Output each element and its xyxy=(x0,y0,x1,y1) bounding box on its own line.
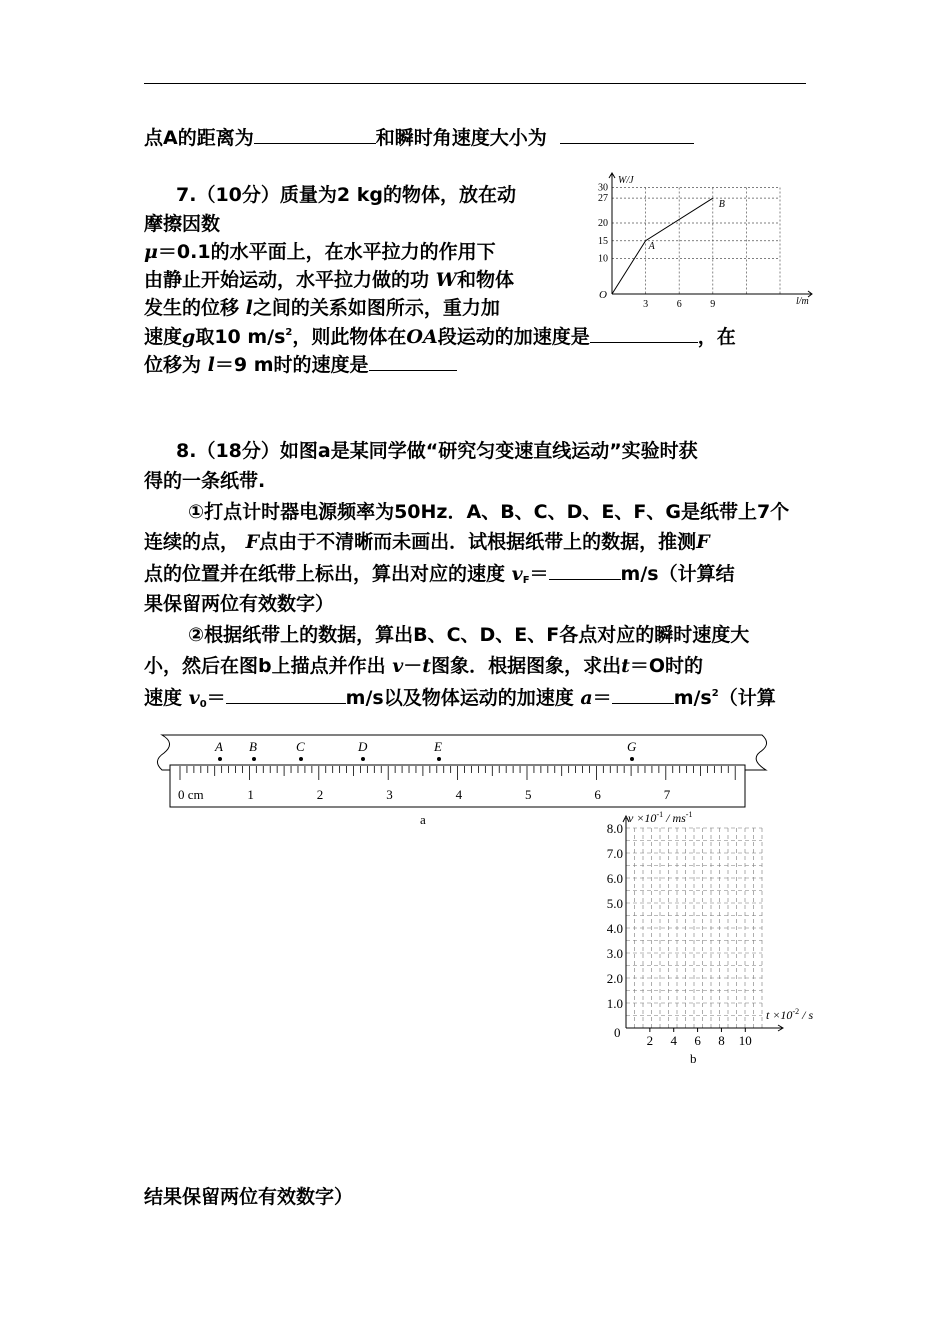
var-g: g xyxy=(182,326,196,348)
var-W: W xyxy=(435,269,457,291)
q7-text: 发生的位移 xyxy=(144,297,240,319)
x-tick-label: 3 xyxy=(643,299,649,308)
tape-point-label: G xyxy=(627,739,637,754)
var-l: l xyxy=(207,354,215,376)
tape-dot xyxy=(218,757,222,761)
x-axis-label: l/m xyxy=(796,296,809,307)
origin-label: O xyxy=(599,289,607,301)
var-v: v xyxy=(188,687,200,709)
series-line xyxy=(612,198,713,294)
q7-text: ＝0.1的水平面上，在水平拉力的作用下 xyxy=(157,241,496,263)
var-F: F xyxy=(245,531,260,553)
vt-chart xyxy=(600,806,840,1076)
var-l: l xyxy=(245,297,253,319)
tape-point-label: B xyxy=(249,739,257,754)
q8-line3 xyxy=(188,500,789,524)
q7-text: 速度 xyxy=(144,326,183,348)
q8-text: ＝ xyxy=(206,687,226,709)
vt-axes xyxy=(623,816,783,1031)
q8-text: ＝O时的 xyxy=(629,655,704,677)
vt-y-tick-label: 4.0 xyxy=(606,921,623,936)
q8-text: ＝ xyxy=(592,687,612,709)
vt-y-tick-label: 3.0 xyxy=(606,946,623,961)
answer-blank-distance[interactable] xyxy=(254,125,376,144)
answer-blank-speed[interactable] xyxy=(369,352,457,371)
chart-marks xyxy=(612,198,713,294)
q8-line9 xyxy=(144,685,776,710)
q7-text: 段运动的加速度是 xyxy=(437,326,590,348)
q7-text: 取10 m/s xyxy=(195,326,286,348)
vt-y-tick-label: 1.0 xyxy=(606,996,623,1011)
ruler-number: 6 xyxy=(594,787,601,802)
q8-text: 果保留两位有效数字） xyxy=(144,593,335,615)
q7-line4 xyxy=(144,268,514,292)
q6-text2: 和瞬时角速度大小为 xyxy=(375,127,547,149)
var-OA: OA xyxy=(406,326,438,348)
subscript: 0 xyxy=(199,699,207,710)
q6-text1: 点A的距离为 xyxy=(144,127,254,149)
q7-text: ，在 xyxy=(697,326,736,348)
q8-line2 xyxy=(144,469,265,493)
var-a: a xyxy=(580,687,593,709)
q8-line1 xyxy=(176,439,698,463)
q7-line7 xyxy=(144,352,457,377)
vt-y-tick-label: 6.0 xyxy=(606,871,623,886)
work-displacement-chart xyxy=(590,168,820,308)
vt-grid xyxy=(626,828,762,1028)
tape-dot xyxy=(361,757,365,761)
q8-text: m/s以及物体运动的加速度 xyxy=(345,687,574,709)
ruler-number: 3 xyxy=(386,787,393,802)
q8-text: 点的位置并在纸带上标出，算出对应的速度 xyxy=(144,563,506,585)
tape-point-label: E xyxy=(434,739,442,754)
y-axis-label: W/J xyxy=(618,175,634,186)
q8-text: 连续的点， xyxy=(144,531,240,553)
var-t: t xyxy=(422,655,432,677)
subscript: F xyxy=(522,575,530,586)
y-tick-label: 20 xyxy=(598,218,608,229)
answer-blank-a[interactable] xyxy=(612,685,674,704)
point-label-A: A xyxy=(648,240,655,252)
ruler-number: 0 cm xyxy=(178,787,204,802)
q7-line2 xyxy=(144,212,220,236)
q7-line5 xyxy=(144,296,500,320)
figure-caption-a: a xyxy=(420,812,426,827)
q8-text: m/s（计算结 xyxy=(620,563,735,585)
vt-x-axis-label: $t \times 10^{-2} / s$ xyxy=(766,1007,814,1022)
exponent: 2 xyxy=(711,688,719,699)
var-v: v xyxy=(511,563,523,585)
tape-dot xyxy=(252,757,256,761)
chart-axes xyxy=(609,173,812,297)
vt-origin-label: 0 xyxy=(614,1025,621,1040)
vt-y-tick-label: 8.0 xyxy=(606,821,623,836)
vt-y-axis-label: $v \times 10^{-1} / ms^{-1}$ xyxy=(628,810,693,825)
chart-grid xyxy=(612,188,780,295)
y-tick-label: 27 xyxy=(598,193,608,205)
point-label-B: B xyxy=(718,199,725,211)
var-F: F xyxy=(696,531,710,553)
q8-text: ①打点计时器电源频率为50Hz．A、B、C、D、E、F、G是纸带上7个 xyxy=(188,501,790,523)
vt-y-tick-label: 7.0 xyxy=(606,846,623,861)
q7-line6 xyxy=(144,324,736,349)
q8-text: 图象．根据图象，求出 xyxy=(431,655,622,677)
q8-line7 xyxy=(188,623,749,647)
y-tick-label: 30 xyxy=(598,182,608,194)
header-rule xyxy=(144,83,806,84)
q8-line4 xyxy=(144,530,710,554)
mu-symbol: μ xyxy=(144,241,158,263)
tape-point-label: A xyxy=(215,739,223,754)
q8-text: 小，然后在图b上描点并作出 xyxy=(144,655,386,677)
q8-text: 8.（18分）如图a是某同学做“研究匀变速直线运动”实验时获 xyxy=(176,440,698,462)
vt-x-tick-label: 2 xyxy=(646,1033,654,1048)
vt-x-tick-label: 8 xyxy=(718,1033,725,1048)
ruler-number: 1 xyxy=(247,787,254,802)
q7-text: 之间的关系如图所示，重力加 xyxy=(252,297,500,319)
ruler-number: 4 xyxy=(455,787,463,802)
figure-caption-b: b xyxy=(690,1051,697,1066)
tape-point-label: D xyxy=(358,739,368,754)
vt-y-tick-label: 5.0 xyxy=(606,896,623,911)
q8-text: 点由于不清晰而未画出．试根据纸带上的数据，推测 xyxy=(259,531,697,553)
answer-blank-v0[interactable] xyxy=(226,685,346,704)
q8-text: ②根据纸带上的数据，算出B、C、D、E、F各点对应的瞬时速度大 xyxy=(188,624,750,646)
q7-text: 位移为 xyxy=(144,354,202,376)
q8-text: 速度 xyxy=(144,687,183,709)
answer-blank-angular-velocity[interactable] xyxy=(560,125,694,144)
tape-points xyxy=(214,739,637,761)
ruler-number: 5 xyxy=(525,787,532,802)
vt-x-tick-label: 4 xyxy=(670,1033,677,1048)
q7-text: ，则此物体在 xyxy=(292,326,407,348)
q6-tail-line xyxy=(144,125,694,150)
q8-line10 xyxy=(144,1185,353,1209)
q8-text: 得的一条纸带. xyxy=(144,470,266,492)
vt-x-tick-label: 10 xyxy=(738,1033,752,1048)
q7-text: 7.（10分）质量为2 kg的物体，放在动 xyxy=(176,184,516,206)
ruler-number: 2 xyxy=(316,787,324,802)
q7-text: ＝9 m时的速度是 xyxy=(214,354,369,376)
q8-text: （计算 xyxy=(718,687,776,709)
q7-text: 由静止开始运动，水平拉力做的功 xyxy=(144,269,430,291)
q8-line5 xyxy=(144,561,735,586)
vt-x-tick-label: 6 xyxy=(694,1033,701,1048)
tape-point-label: C xyxy=(296,739,305,754)
answer-blank-acceleration[interactable] xyxy=(590,324,698,343)
y-tick-label: 15 xyxy=(598,235,608,247)
x-tick-label: 9 xyxy=(710,299,716,308)
exponent: 2 xyxy=(285,327,293,338)
q7-text: 摩擦因数 xyxy=(144,213,221,235)
q8-text: － xyxy=(403,655,423,677)
tape-dot xyxy=(299,757,303,761)
var-v: v xyxy=(392,655,404,677)
q7-text: 和物体 xyxy=(456,269,514,291)
q8-text: m/s xyxy=(673,687,712,709)
y-tick-label: 10 xyxy=(598,253,608,265)
answer-blank-vF[interactable] xyxy=(549,561,621,580)
q8-text: 结果保留两位有效数字） xyxy=(144,1186,354,1208)
q7-line3 xyxy=(144,240,496,264)
q8-text: ＝ xyxy=(529,563,549,585)
ruler-number: 7 xyxy=(663,787,671,802)
tape-dot xyxy=(437,757,441,761)
q8-line8 xyxy=(144,654,703,678)
q7-line1 xyxy=(176,183,516,207)
x-tick-label: 6 xyxy=(676,299,682,308)
var-t: t xyxy=(621,655,630,677)
q8-line6 xyxy=(144,592,334,616)
vt-y-tick-label: 2.0 xyxy=(606,971,623,986)
tape-dot xyxy=(630,757,634,761)
